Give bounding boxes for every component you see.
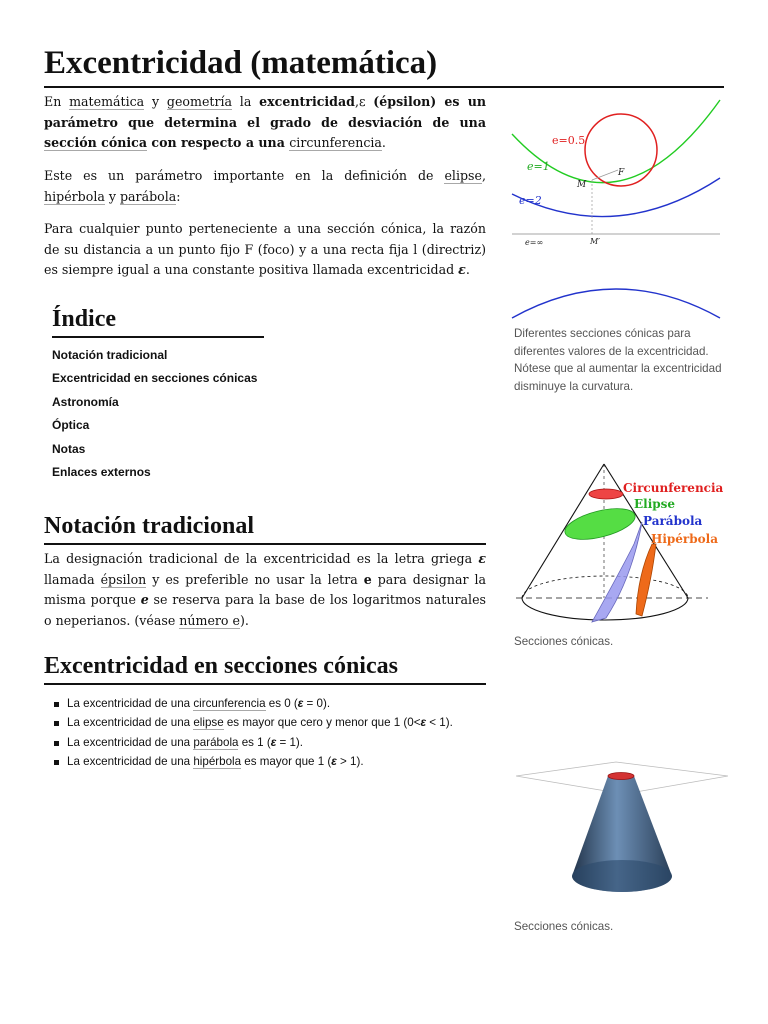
section-heading-notacion: Notación tradicional: [44, 511, 486, 545]
list-item: La excentricidad de una parábola es 1 (ε = 1).: [52, 733, 492, 752]
eccentricity-curves-figure: [508, 96, 724, 326]
intro-paragraph-1: [44, 92, 486, 154]
page-title: Excentricidad (matemática): [44, 42, 724, 88]
label-parabola: Parábola: [643, 514, 703, 528]
text: .: [381, 135, 386, 150]
link-circunferencia[interactable]: circunferencia: [193, 697, 266, 710]
conic-sections-cone-figure: [512, 458, 726, 628]
text: Para cualquier punto perteneciente a una sección cónica, la razón de su distancia a un punto fijo F (foco) y a una recta fija l (directriz) es siempre igual a una constante positiva llamada excentricidad: [44, 221, 486, 277]
text: y: [104, 188, 120, 204]
text: llamada: [44, 571, 101, 587]
label-elipse: Elipse: [634, 497, 676, 511]
label-hiperbola: Hipérbola: [651, 532, 718, 546]
label-Mprime: M′: [590, 237, 601, 246]
label-e2: e=2: [519, 194, 542, 207]
notacion-paragraph: [44, 549, 486, 631]
label-F: F: [618, 168, 625, 178]
table-of-contents: [52, 344, 257, 484]
list-item: La excentricidad de una circunferencia es 0 (ε = 0).: [52, 694, 492, 713]
intro-paragraph-2: [44, 166, 486, 207]
intro-paragraph-3: [44, 219, 486, 281]
label-e05: e=0.5: [552, 134, 586, 147]
toc-item-optica[interactable]: Óptica: [52, 418, 90, 433]
hyperbola-curve: [512, 178, 720, 217]
letter-e: e: [363, 571, 372, 587]
text: se reserva para la base de los logaritmos naturales o neperianos. (véase: [44, 592, 486, 628]
link-parabola[interactable]: parábola: [193, 735, 239, 749]
text: :: [176, 188, 181, 204]
bold-text: (épsilon) es un parámetro que determina el grado de desviación de una: [44, 94, 487, 130]
letter-e: e: [140, 592, 149, 607]
link-hiperbola[interactable]: hipérbola: [193, 755, 242, 769]
flat-curve: [512, 289, 720, 318]
toc-item-notas[interactable]: Notas: [52, 441, 86, 456]
text: ,: [481, 168, 486, 183]
bold-text: con respecto a una: [147, 135, 290, 150]
toc-item-astronomia[interactable]: Astronomía: [52, 394, 119, 409]
list-item: La excentricidad de una hipérbola es mayor que 1 (ε > 1).: [52, 752, 492, 771]
text: y: [144, 94, 167, 109]
term-excentricidad: excentricidad: [259, 94, 355, 109]
list-item: La excentricidad de una elipse es mayor que cero y menor que 1 (0<ε < 1).: [52, 713, 492, 732]
link-matematica[interactable]: matemática: [69, 94, 145, 109]
label-einf: e=∞: [525, 238, 544, 247]
figure-caption-3: Secciones cónicas.: [514, 920, 614, 933]
conicas-list: [52, 694, 492, 772]
cone-base-hidden: [522, 576, 688, 598]
link-circunferencia[interactable]: circunferencia: [289, 135, 382, 150]
link-parabola[interactable]: parábola: [119, 188, 177, 204]
label-M: M: [577, 180, 587, 190]
link-numero-e[interactable]: número e: [179, 612, 240, 628]
link-hiperbola[interactable]: hipérbola: [44, 188, 105, 204]
text: .: [465, 262, 470, 277]
link-geometria[interactable]: geometría: [166, 94, 233, 109]
cone-3d-figure: [516, 756, 728, 906]
section-heading-conicas: Excentricidad en secciones cónicas: [44, 651, 486, 685]
text: la: [232, 94, 260, 109]
figure-caption-1: Diferentes secciones cónicas para diferentes valores de la excentricidad. Nótese que al aumentar la excentricidad disminuye la curvatura.: [514, 327, 722, 393]
text: La designación tradicional de la excentricidad es la letra griega: [44, 551, 479, 566]
text: En: [44, 94, 70, 109]
toc-title: Índice: [52, 304, 264, 338]
text: para designar la misma porque: [44, 571, 486, 607]
text: ).: [239, 612, 249, 628]
figure-caption-2: Secciones cónicas.: [514, 635, 614, 648]
hyperbola-section: [636, 544, 656, 616]
toc-item-conicas[interactable]: Excentricidad en secciones cónicas: [52, 371, 258, 386]
link-epsilon[interactable]: épsilon: [100, 571, 147, 587]
text: Este es un parámetro importante en la definición de: [44, 168, 445, 183]
label-circunferencia: Circunferencia: [623, 481, 724, 495]
text: y es preferible no usar la letra: [146, 571, 364, 587]
link-elipse[interactable]: elipse: [193, 716, 224, 730]
cone-base: [572, 860, 672, 892]
link-elipse[interactable]: elipse: [444, 168, 482, 183]
toc-item-notacion[interactable]: Notación tradicional: [52, 348, 168, 362]
cone-top-section: [608, 773, 634, 780]
toc-item-enlaces[interactable]: Enlaces externos: [52, 465, 151, 480]
circle-section: [589, 489, 623, 499]
label-e1: e=1: [527, 160, 550, 173]
epsilon-symbol: ε: [478, 551, 486, 566]
link-seccion-conica[interactable]: sección cónica: [44, 135, 148, 150]
ellipse-section: [562, 503, 638, 546]
text: ,ε: [354, 94, 374, 109]
epsilon-symbol: ε: [458, 262, 466, 277]
